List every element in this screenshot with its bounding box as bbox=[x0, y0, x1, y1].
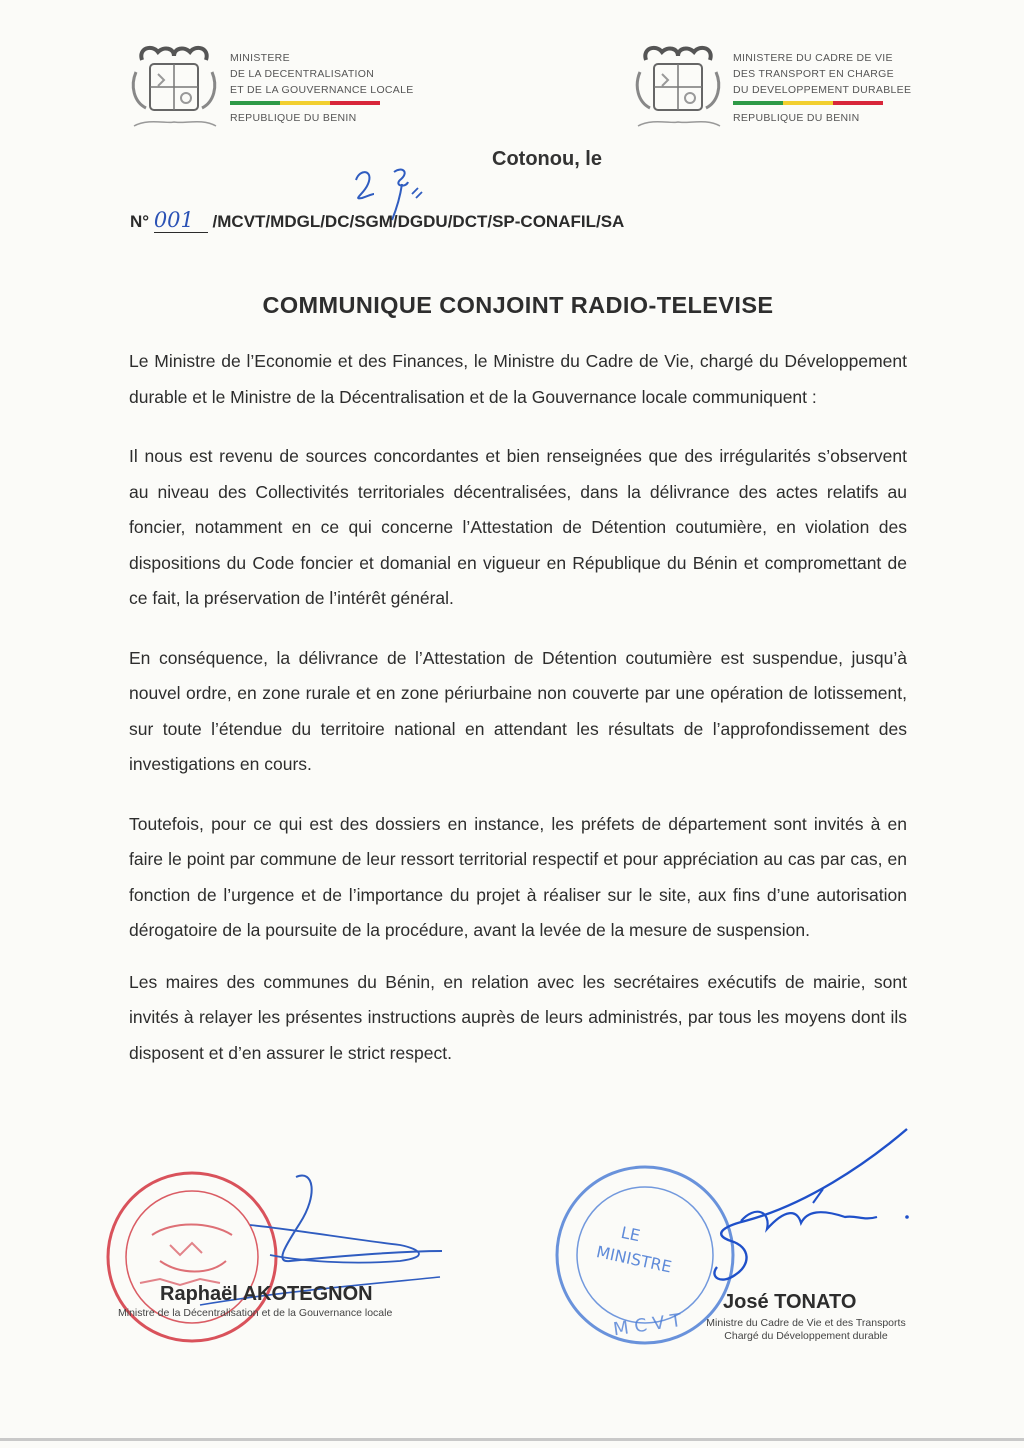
header-left-text bbox=[230, 50, 414, 126]
signatory-left-name: Raphaël AKOTEGNON bbox=[160, 1283, 373, 1305]
flag-stripe bbox=[733, 101, 883, 105]
header-left-country: REPUBLIQUE DU BENIN bbox=[230, 112, 357, 124]
header-right-country: REPUBLIQUE DU BENIN bbox=[733, 112, 860, 124]
reference-number: 001 bbox=[154, 208, 208, 233]
signatory-right-name: José TONATO bbox=[723, 1291, 857, 1313]
benin-coat-of-arms-icon bbox=[128, 42, 220, 136]
benin-coat-of-arms-icon bbox=[632, 42, 724, 136]
header-right-text bbox=[733, 50, 911, 126]
paragraph: Il nous est revenu de sources concordantes et bien renseignées que des irrégularités s’observent au niveau des Collectivités territoriales décentralisées, dans la délivrance des actes relatifs au foncier, notamment en ce qui concerne l’Attestation de Détention coutumière, en violation des dispositions du Code foncier et domanial en vigueur en République du Bénin et compromettant de ce fait, la préservation de l’intérêt général. bbox=[129, 446, 907, 608]
official-stamp-left-icon bbox=[100, 1165, 460, 1355]
header-right-line: MINISTERE DU CADRE DE VIE bbox=[733, 52, 893, 64]
signatory-right-title bbox=[687, 1317, 925, 1343]
header-left-line: DE LA DECENTRALISATION bbox=[230, 68, 375, 80]
header-right-line: DES TRANSPORT EN CHARGE bbox=[733, 68, 894, 80]
reference-prefix: N° bbox=[130, 212, 150, 231]
header-left-line: ET DE LA GOUVERNANCE LOCALE bbox=[230, 84, 414, 96]
flag-stripe bbox=[230, 101, 380, 105]
paragraph: Les maires des communes du Bénin, en relation avec les secrétaires exécutifs de mairie, sont invités à relayer les présentes instructions auprès de leurs administrés, par tous les moyens dont ils disposent et d’en assurer le strict respect. bbox=[129, 971, 907, 1063]
signatory-right-title-line: Ministre du Cadre de Vie et des Transports bbox=[706, 1317, 906, 1329]
reference-line bbox=[130, 208, 624, 233]
place-date: Cotonou, le bbox=[492, 148, 602, 170]
document-title: COMMUNIQUE CONJOINT RADIO-TELEVISE bbox=[262, 292, 774, 318]
paragraph: En conséquence, la délivrance de l’Attestation de Détention coutumière est suspendue, jusqu’à nouvel ordre, en zone rurale et en zone périurbaine non couverte par une opération de lotissement, sur toute l’étendue du territoire national en attendant les résultats de l’approfondissement des investigations en cours. bbox=[129, 647, 907, 774]
paragraph: Toutefois, pour ce qui est des dossiers en instance, les préfets de département sont invités à en faire le point par commune de leur ressort territorial respectif et pour appréciation au cas par cas, en fonction de l’urgence et de l’importance du projet à réaliser sur le site, aux fins d’une autorisation dérogatoire de la poursuite de la procédure, avant la levée de la mesure de suspension. bbox=[129, 813, 907, 940]
header-left-line: MINISTERE bbox=[230, 52, 290, 64]
svg-text:M C V T: M C V T bbox=[611, 1310, 683, 1341]
paragraph: Le Ministre de l’Economie et des Finances, le Ministre du Cadre de Vie, chargé du Développement durable et le Ministre de la Décentralisation et de la Gouvernance locale communiquent : bbox=[129, 351, 907, 407]
svg-text:LE: LE bbox=[619, 1222, 642, 1246]
signatory-left-title: Ministre de la Décentralisation et de la Gouvernance locale bbox=[118, 1307, 393, 1319]
signatory-right-title-line: Chargé du Développement durable bbox=[724, 1330, 888, 1342]
svg-text:MINISTRE: MINISTRE bbox=[594, 1242, 674, 1277]
header-right-line: DU DEVELOPPEMENT DURABLEE bbox=[733, 84, 912, 96]
document-body bbox=[129, 344, 907, 1071]
signature-block-right bbox=[545, 1125, 945, 1355]
scan-edge bbox=[0, 1438, 1024, 1441]
signature-block-left bbox=[100, 1165, 460, 1355]
reference-code: /MCVT/MDGL/DC/SGM/DGDU/DCT/SP-CONAFIL/SA bbox=[212, 212, 625, 231]
